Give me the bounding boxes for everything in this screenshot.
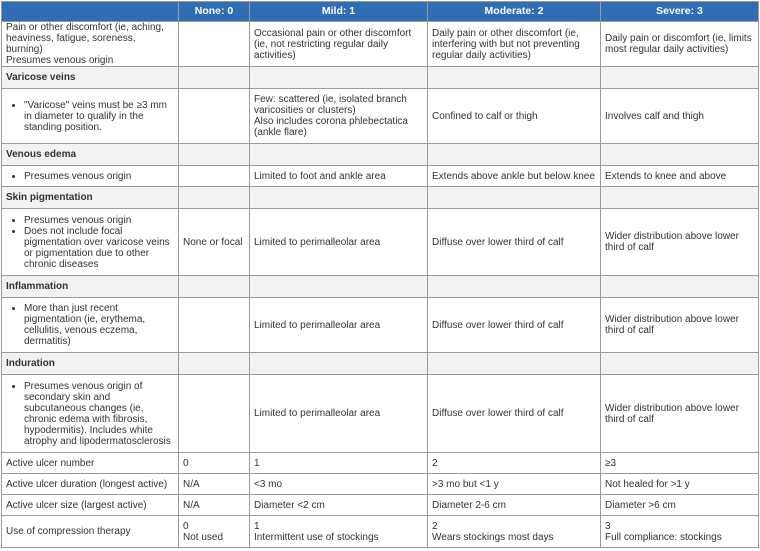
- table-row-compression: [2, 516, 759, 548]
- section-title-pigmentation: Skin pigmentation: [2, 187, 179, 209]
- ulcer-number-none: 0: [179, 453, 250, 474]
- pigmentation-severe: Wider distribution above lower third of calf: [601, 209, 759, 276]
- compression-label: Use of compression therapy: [2, 516, 179, 548]
- compression-mild-text: Intermittent use of stockings: [254, 531, 379, 543]
- inflammation-bullet: • More than just recent pigmentation (ie, erythema, cellulitis, venous eczema, dermatitis): [24, 303, 174, 347]
- section-row-edema: [2, 144, 759, 166]
- table-row-varicose: [2, 89, 759, 144]
- compression-none-score: 0: [183, 520, 189, 532]
- compression-severe: [601, 516, 759, 548]
- edema-severe: Extends to knee and above: [601, 166, 759, 187]
- table-row-ulcer-number: [2, 453, 759, 474]
- varicose-bullet: • "Varicose" veins must be ≥3 mm in diameter to qualify in the standing position.: [24, 100, 174, 133]
- compression-moderate: [428, 516, 601, 548]
- table-row-edema: [2, 166, 759, 187]
- edema-mild: Limited to foot and ankle area: [250, 166, 428, 187]
- ulcer-size-moderate: Diameter 2-6 cm: [428, 495, 601, 516]
- induration-bullet: • Presumes venous origin of secondary skin and subcutaneous changes (ie, chronic edema with fibrosis, hypodermitis). Includes white atrophy and lipodermatosclerosis: [24, 381, 174, 447]
- edema-bullet: • Presumes venous origin: [24, 171, 174, 182]
- table-row-ulcer-size: [2, 495, 759, 516]
- pain-mild: Occasional pain or other discomfort (ie, not restricting regular daily activities): [250, 22, 428, 67]
- ulcer-size-label: Active ulcer size (largest active): [2, 495, 179, 516]
- compression-moderate-text: Wears stockings most days: [432, 531, 554, 543]
- inflammation-mild: Limited to perimalleolar area: [250, 298, 428, 353]
- ulcer-number-label: Active ulcer number: [2, 453, 179, 474]
- inflammation-severe: Wider distribution above lower third of calf: [601, 298, 759, 353]
- induration-severe: Wider distribution above lower third of calf: [601, 375, 759, 453]
- pain-label-line-1: Pain or other discomfort (ie, aching, heaviness, fatigue, soreness, burning): [6, 22, 164, 55]
- induration-moderate: Diffuse over lower third of calf: [428, 375, 601, 453]
- induration-none: [179, 375, 250, 453]
- edema-moderate: Extends above ankle but below knee: [428, 166, 601, 187]
- compression-severe-text: Full compliance: stockings: [605, 531, 722, 543]
- varicose-mild-line-1: Few: scattered (ie, isolated branch varicosities or clusters): [254, 94, 407, 116]
- induration-mild: Limited to perimalleolar area: [250, 375, 428, 453]
- header-blank: [2, 2, 179, 22]
- ulcer-number-mild: 1: [250, 453, 428, 474]
- compression-moderate-score: 2: [432, 520, 438, 532]
- varicose-criteria: [2, 89, 179, 144]
- pain-none: [179, 22, 250, 67]
- compression-mild-score: 1: [254, 520, 260, 532]
- pigmentation-none: None or focal: [179, 209, 250, 276]
- section-title-varicose: Varicose veins: [2, 67, 179, 89]
- inflammation-moderate: Diffuse over lower third of calf: [428, 298, 601, 353]
- induration-criteria: [2, 375, 179, 453]
- edema-criteria: [2, 166, 179, 187]
- compression-mild: [250, 516, 428, 548]
- header-severe: Severe: 3: [601, 2, 759, 22]
- ulcer-size-mild: Diameter <2 cm: [250, 495, 428, 516]
- table-row-ulcer-duration: [2, 474, 759, 495]
- section-title-edema: Venous edema: [2, 144, 179, 166]
- compression-severe-score: 3: [605, 520, 611, 532]
- vcss-table: [1, 1, 759, 548]
- inflammation-none: [179, 298, 250, 353]
- section-row-induration: [2, 353, 759, 375]
- varicose-none: [179, 89, 250, 144]
- table-row-induration: [2, 375, 759, 453]
- section-title-inflammation: Inflammation: [2, 276, 179, 298]
- compression-none: [179, 516, 250, 548]
- ulcer-size-severe: Diameter >6 cm: [601, 495, 759, 516]
- pain-severe: Daily pain or discomfort (ie, limits most regular daily activities): [601, 22, 759, 67]
- pigmentation-criteria: [2, 209, 179, 276]
- pigmentation-bullet-1: • Presumes venous origin: [24, 215, 174, 226]
- header-none: None: 0: [179, 2, 250, 22]
- ulcer-duration-label: Active ulcer duration (longest active): [2, 474, 179, 495]
- ulcer-duration-none: N/A: [179, 474, 250, 495]
- section-row-pigmentation: [2, 187, 759, 209]
- pigmentation-mild: Limited to perimalleolar area: [250, 209, 428, 276]
- pigmentation-moderate: Diffuse over lower third of calf: [428, 209, 601, 276]
- ulcer-number-severe: ≥3: [601, 453, 759, 474]
- table-row-inflammation: [2, 298, 759, 353]
- pain-label-line-2: Presumes venous origin: [6, 55, 114, 66]
- table-row-pain: [2, 22, 759, 67]
- header-mild: Mild: 1: [250, 2, 428, 22]
- header-moderate: Moderate: 2: [428, 2, 601, 22]
- ulcer-duration-severe: Not healed for >1 y: [601, 474, 759, 495]
- ulcer-number-moderate: 2: [428, 453, 601, 474]
- varicose-moderate: Confined to calf or thigh: [428, 89, 601, 144]
- inflammation-criteria: [2, 298, 179, 353]
- header-row: [2, 2, 759, 22]
- compression-none-text: Not used: [183, 531, 224, 543]
- varicose-severe: Involves calf and thigh: [601, 89, 759, 144]
- ulcer-size-none: N/A: [179, 495, 250, 516]
- ulcer-duration-moderate: >3 mo but <1 y: [428, 474, 601, 495]
- pain-moderate: Daily pain or other discomfort (ie, interfering with but not preventing regular daily activities): [428, 22, 601, 67]
- varicose-mild-line-2: Also includes corona phlebectatica (ankle flare): [254, 116, 408, 138]
- section-row-inflammation: [2, 276, 759, 298]
- edema-none: [179, 166, 250, 187]
- pain-label: [2, 22, 179, 67]
- section-row-varicose: [2, 67, 759, 89]
- ulcer-duration-mild: <3 mo: [250, 474, 428, 495]
- varicose-mild: [250, 89, 428, 144]
- section-title-induration: Induration: [2, 353, 179, 375]
- pigmentation-bullet-2: • Does not include focal pigmentation over varicose veins or pigmentation due to other chronic diseases: [24, 226, 174, 270]
- table-row-pigmentation: [2, 209, 759, 276]
